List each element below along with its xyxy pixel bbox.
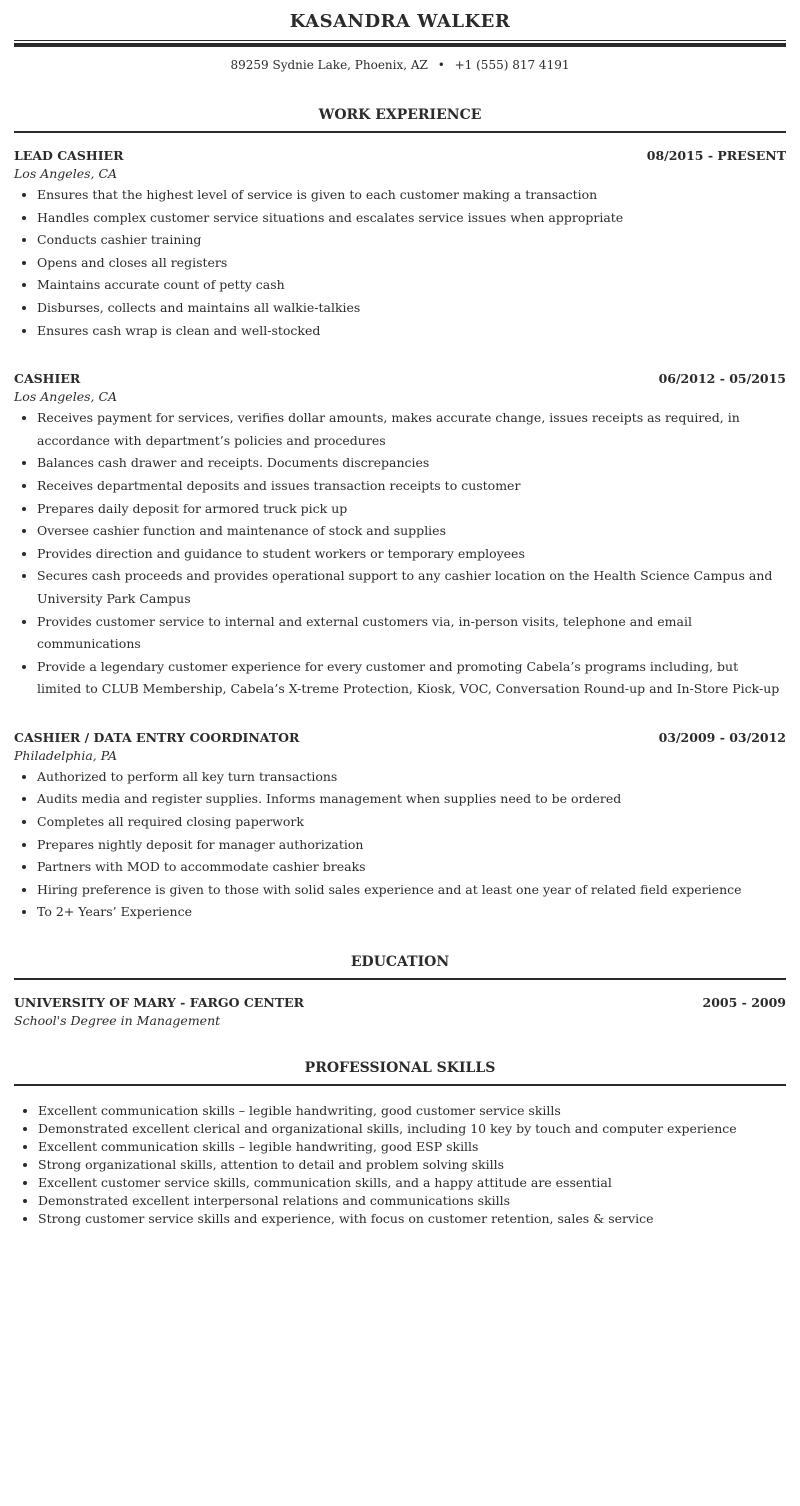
skill-item: • Strong organizational skills, attention to detail and problem solving skills: [38, 1156, 800, 1174]
job-bullet: • Completes all required closing paperwork: [37, 811, 786, 834]
skill-item: • Excellent communication skills – legible handwriting, good ESP skills: [38, 1138, 800, 1156]
job-header: [14, 370, 786, 388]
job-bullet: • Opens and closes all registers: [37, 252, 786, 275]
job-bullet: • Partners with MOD to accommodate cashier breaks: [37, 856, 786, 879]
job-dates: 06/2012 - 05/2015: [658, 371, 786, 387]
job-bullet: • Ensures that the highest level of service is given to each customer making a transaction: [37, 184, 786, 207]
skill-item: • Demonstrated excellent interpersonal relations and communications skills: [38, 1192, 800, 1210]
contact-phone: +1 (555) 817 4191: [454, 58, 570, 72]
skills-list: [0, 1102, 800, 1228]
section-title-work-experience: WORK EXPERIENCE: [318, 107, 482, 123]
job-bullet: • Hiring preference is given to those with solid sales experience and at least one year of related field experience: [37, 879, 786, 902]
job-bullet: • Prepares daily deposit for armored truck pick up: [37, 498, 786, 521]
job-bullet: • Balances cash drawer and receipts. Documents discrepancies: [37, 452, 786, 475]
job-entry: [0, 147, 800, 342]
skill-item: • Excellent customer service skills, communication skills, and a happy attitude are essential: [38, 1174, 800, 1192]
job-entry: [0, 370, 800, 701]
job-bullet-list: [14, 407, 786, 701]
education-header: [14, 994, 786, 1012]
job-title: CASHIER: [14, 371, 81, 387]
job-header: [14, 729, 786, 747]
job-entry: [0, 729, 800, 924]
job-header: [14, 147, 786, 165]
job-bullet: • Ensures cash wrap is clean and well-stocked: [37, 320, 786, 343]
job-location: Philadelphia, PA: [14, 747, 118, 763]
education-section: [0, 952, 800, 1030]
education-dates: 2005 - 2009: [702, 995, 786, 1011]
contact-separator: •: [437, 58, 445, 72]
job-bullet: • Authorized to perform all key turn transactions: [37, 766, 786, 789]
job-bullet: • Handles complex customer service situations and escalates service issues when appropriate: [37, 207, 786, 230]
job-title: CASHIER / DATA ENTRY COORDINATOR: [14, 729, 300, 745]
job-bullet: • Receives payment for services, verifies dollar amounts, makes accurate change, issues receipts as required, in accordance with department’s policies and procedures: [37, 407, 786, 452]
section-divider: [14, 131, 786, 133]
skill-item: • Excellent communication skills – legible handwriting, good customer service skills: [38, 1102, 800, 1120]
section-title-skills: PROFESSIONAL SKILLS: [304, 1060, 496, 1077]
job-dates: 03/2009 - 03/2012: [658, 729, 786, 745]
job-location: Los Angeles, CA: [14, 389, 118, 405]
job-bullet: • Prepares nightly deposit for manager authorization: [37, 834, 786, 857]
job-bullet: • To 2+ Years’ Experience: [37, 901, 786, 924]
job-bullet: • Provides direction and guidance to student workers or temporary employees: [37, 543, 786, 566]
job-bullet: • Receives departmental deposits and issues transaction receipts to customer: [37, 475, 786, 498]
job-bullet: • Secures cash proceeds and provides operational support to any cashier location on the Health Science Campus and University Park Campus: [37, 565, 786, 610]
header-divider-thin: [14, 40, 786, 41]
education-entry: [0, 994, 800, 1030]
job-location: Los Angeles, CA: [14, 166, 118, 181]
job-bullet: • Provide a legendary customer experience for every customer and promoting Cabela’s programs including, but limited to CLUB Membership, Cabela’s X-treme Protection, Kiosk, VOC, Conversation Round-up and In-Store Pick-up: [37, 656, 786, 701]
job-bullet: • Provides customer service to internal and external customers via, in-person visits, telephone and email communications: [37, 611, 786, 656]
skills-section: [0, 1058, 800, 1228]
job-title: LEAD CASHIER: [14, 148, 124, 163]
job-bullet: • Maintains accurate count of petty cash: [37, 274, 786, 297]
resume-header: [0, 0, 800, 73]
section-title-education: EDUCATION: [350, 954, 450, 971]
job-bullet: • Conducts cashier training: [37, 229, 786, 252]
job-bullet-list: [14, 184, 786, 342]
job-bullet: • Disburses, collects and maintains all walkie-talkies: [37, 297, 786, 320]
skill-item: • Strong customer service skills and experience, with focus on customer retention, sales & service: [38, 1210, 800, 1228]
job-bullet: • Oversee cashier function and maintenance of stock and supplies: [37, 520, 786, 543]
contact-address: 89259 Sydnie Lake, Phoenix, AZ: [230, 58, 428, 72]
school-name: UNIVERSITY OF MARY - FARGO CENTER: [14, 995, 304, 1011]
work-experience-section: [0, 105, 800, 924]
skill-item: • Demonstrated excellent clerical and organizational skills, including 10 key by touch and computer experience: [38, 1120, 800, 1138]
job-bullet-list: [14, 766, 786, 924]
section-divider: [14, 1084, 786, 1086]
degree: School's Degree in Management: [14, 1013, 221, 1029]
job-dates: 08/2015 - PRESENT: [646, 148, 786, 163]
job-bullet: • Audits media and register supplies. Informs management when supplies need to be ordered: [37, 788, 786, 811]
contact-line: [0, 57, 800, 73]
header-divider-thick: [14, 43, 786, 47]
section-divider: [14, 978, 786, 980]
candidate-name: KASANDRA WALKER: [289, 11, 511, 32]
